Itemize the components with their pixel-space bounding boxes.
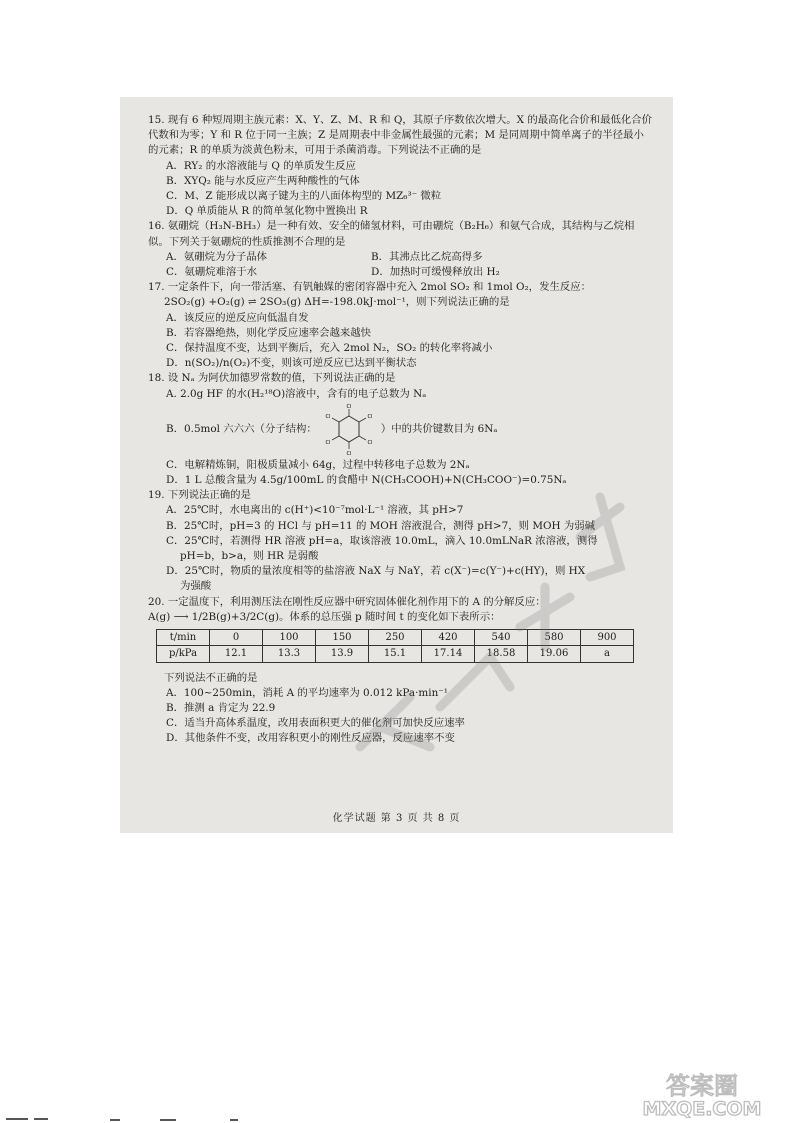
q15-option-a: A．RY₂ 的水溶液能与 Q 的单质发生反应 [166,159,356,172]
table-cell: 12.1 [210,646,263,662]
q16-option-d: D．加热时可缓慢释放出 H₂ [371,266,500,279]
question-15-stem: 15. 现有 6 种短周期主族元素：X、Y、Z、M、R 和 Q，其原子序数依次增大。X 的最高化合价和最低化合价代数和为零；Y 和 R 位于同一主族；Z 是周期表中非金属性最强的元素；M 是同周期中简单离子的半径最小的元素；R 的单质为淡黄色粉末，可用于杀菌消毒。下列说法不正确的是 [148,114,653,157]
cl-label: Cl [346,403,352,410]
q20-option-a: A．100~250min，消耗 A 的平均速率为 0.012 kPa·min⁻¹ [166,686,448,699]
table-cell: 15.1 [369,646,422,662]
q19-option-a: A．25℃时，水电离出的 c(H⁺)<10⁻⁷mol·L⁻¹ 溶液，其 pH>7 [166,504,464,517]
mxqe-logo [612,1068,792,1118]
q19-option-c-line2: pH=b，b>a，则 HR 是弱酸 [180,550,319,563]
q18-option-b-prefix: B．0.5mol 六六六（分子结构： [166,423,317,436]
q20-option-b: B．推测 a 肯定为 22.9 [166,701,276,714]
q19-option-b: B．25℃时，pH=3 的 HCl 与 pH=11 的 MOH 溶液混合，测得 pH>7，则 MOH 为弱碱 [166,519,596,532]
table-cell: t/min [157,630,210,646]
table-cell: 13.3 [263,646,316,662]
q20-equation: A(g) ⟶ 1/2B(g)+3/2C(g)。体系的总压强 p 随时间 t 的变化如下表所示： [148,610,501,623]
q19-option-c-line1: C．25℃时，若测得 HR 溶液 pH=a，取该溶液 10.0mL，滴入 10.0mLNaR 浓溶液，测得 [166,534,598,547]
q16-option-a: A．氨硼烷为分子晶体 [166,250,268,263]
table-cell: 0 [210,630,263,646]
q20-ask: 下列说法不正确的是 [164,671,258,684]
q18-option-c: C．电解精炼铜，阳极质量减小 64g，过程中转移电子总数为 2Nₐ [166,458,470,471]
q18-option-b-suffix: ）中的共价键数目为 6Nₐ [380,423,498,436]
table-cell: 540 [475,630,528,646]
logo-chars: 答案圈 [666,1072,738,1100]
q15-option-c: C．M、Z 能形成以离子键为主的八面体构型的 MZ₆³⁻ 微粒 [166,190,442,203]
q17-equation: 2SO₂(g) +O₂(g) ⇌ 2SO₃(g) ΔH=-198.0kJ·mol⁻¹，则下列说法正确的是 [164,296,510,309]
table-cell: 580 [528,630,581,646]
q19-option-d-line2: 为强酸 [180,580,212,593]
table-cell: p/kPa [157,646,210,662]
table-cell: 17.14 [422,646,475,662]
table-cell: 19.06 [528,646,581,662]
hexachlorocyclohexane-structure [321,403,377,457]
q16-option-b: B．其沸点比乙烷高得多 [371,250,483,263]
scanned-page-photo [120,97,673,833]
watermark-graphic [320,477,650,777]
q20-option-c: C．适当升高体系温度，改用表面积更大的催化剂可加快反应速率 [166,717,465,730]
q15-option-d: D．Q 单质能从 R 的简单氢化物中置换出 R [166,205,368,218]
q20-option-d: D．其他条件不变，改用容积更小的刚性反应器，反应速率不变 [166,732,455,745]
table-cell: 100 [263,630,316,646]
q16-options [148,250,653,280]
logo-text: MXQE.COM [642,1098,762,1118]
bottom-scan-noise [0,1116,794,1123]
table-cell: 900 [581,630,634,646]
q15-option-b: B．XYQ₂ 能与水反应产生两种酸性的气体 [166,174,360,187]
page-footer: 化学试题 第 3 页 共 8 页 [332,813,461,824]
table-cell: 150 [316,630,369,646]
q17-option-a: A．该反应的逆反应向低温自发 [166,311,309,324]
q18-option-d: D．1 L 总酸含量为 4.5g/100mL 的食醋中 N(CH₃COOH)+N(CH₃COO⁻)=0.75Nₐ [166,474,567,487]
q17-option-b: B．若容器绝热，则化学反应速率会越来越快 [166,326,372,339]
cl-label: Cl [346,450,352,457]
table-cell: 13.9 [316,646,369,662]
cl-label: Cl [367,413,373,420]
q17-option-d: D．n(SO₂)/n(O₂)不变，则该可逆反应已达到平衡状态 [166,357,417,370]
question-18-stem: 18. 设 Nₐ 为阿伏加德罗常数的值，下列说法正确的是 [148,372,396,385]
q18-option-b [148,402,653,458]
cl-label: Cl [325,413,331,420]
question-19-stem: 19. 下列说法正确的是 [148,489,251,502]
table-cell: 18.58 [475,646,528,662]
cl-label: Cl [367,439,373,446]
question-16-stem: 16. 氨硼烷（H₃N-BH₃）是一种有效、安全的储氢材料，可由硼烷（B₂H₆）和氨气合成，其结构与乙烷相似。下列关于氨硼烷的性质推测不合理的是 [148,220,635,248]
table-cell: a [581,646,634,662]
q19-option-d-line1: D．25℃时，物质的量浓度相等的盐溶液 NaX 与 NaY，若 c(X⁻)=c(Y⁻)+c(HY)，则 HX [166,565,586,578]
table-cell: 250 [369,630,422,646]
question-17-stem: 17. 一定条件下，向一带活塞、有钒触媒的密闭容器中充入 2mol SO₂ 和 1mol O₂，发生反应： [148,281,592,294]
q16-option-c: C．氨硼烷难溶于水 [166,266,258,279]
cl-label: Cl [325,439,331,446]
table-cell: 420 [422,630,475,646]
q18-option-a: A. 2.0g HF 的水(H₂¹⁸O)溶液中，含有的电子总数为 Nₐ [166,387,427,400]
q17-option-c: C．保持温度不变，达到平衡后，充入 2mol N₂，SO₂ 的转化率将减小 [166,342,493,355]
question-20-stem: 20. 一定温度下，利用测压法在刚性反应器中研究固体催化剂作用下的 A 的分解反应： [148,595,546,608]
